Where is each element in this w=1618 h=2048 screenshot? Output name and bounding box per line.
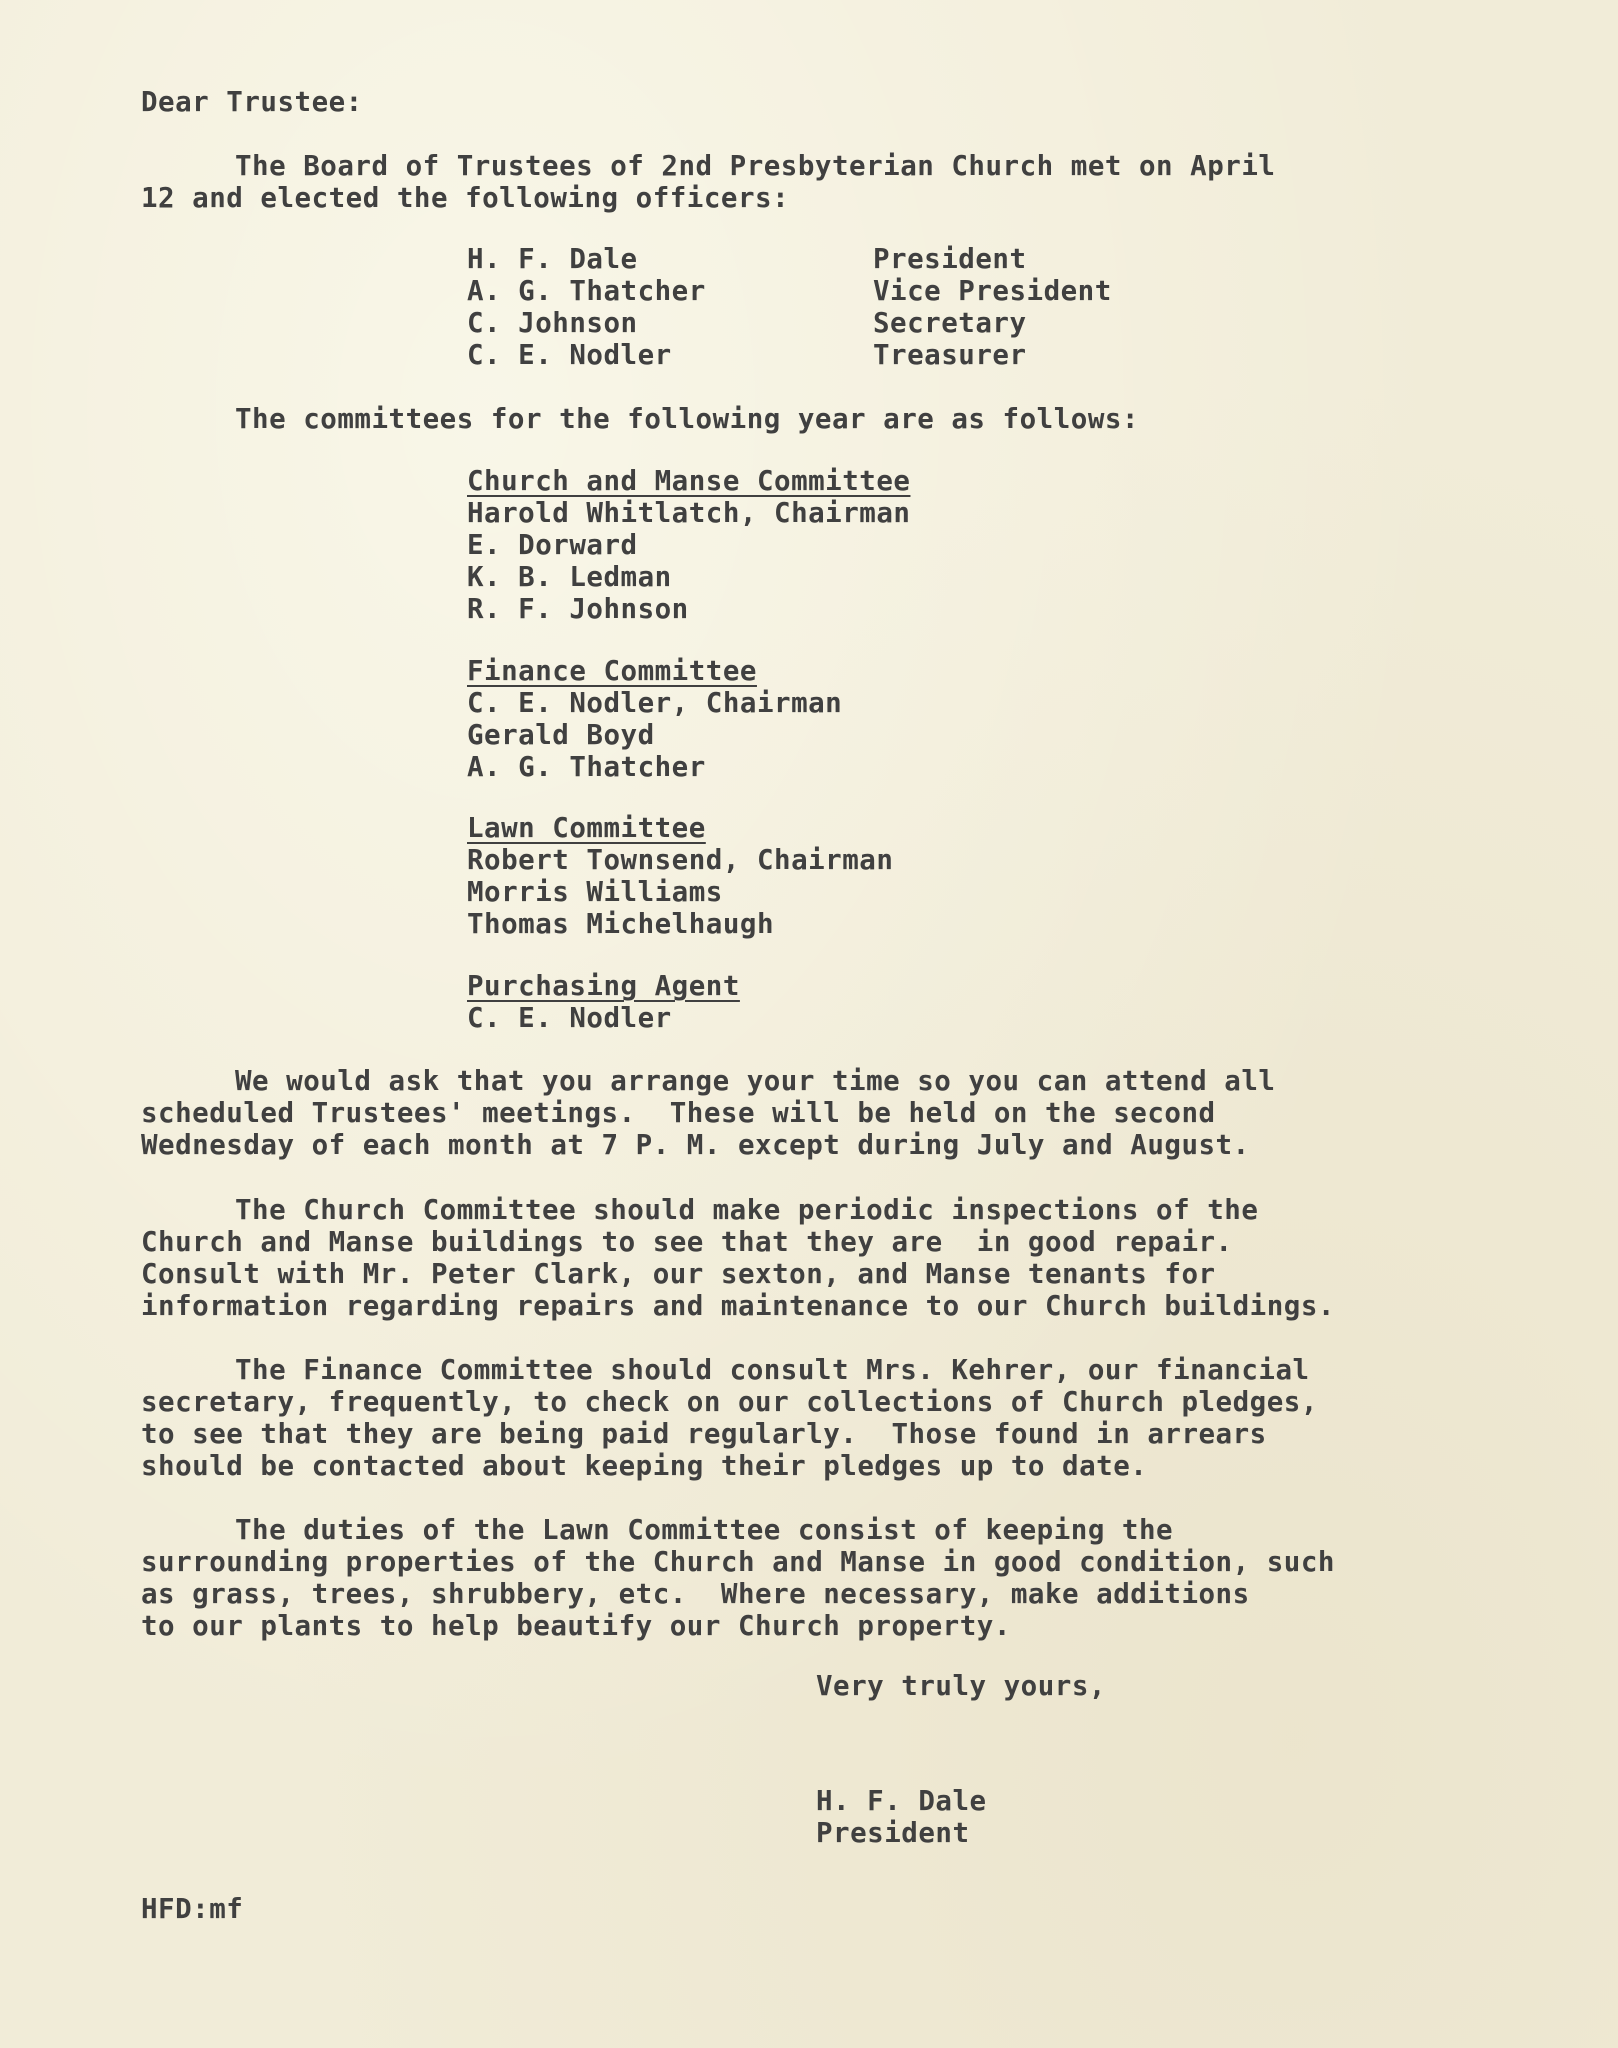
committee-member: R. F. Johnson	[467, 593, 689, 625]
committee-member: Thomas Michelhaugh	[467, 908, 775, 940]
officer-name: C. E. Nodler	[467, 339, 672, 371]
committee-heading: Church and Manse Committee	[467, 465, 911, 497]
officer-title: President	[873, 243, 1027, 275]
paragraph-line: The duties of the Lawn Committee consist of keeping the	[235, 1514, 1174, 1546]
officer-name: A. G. Thatcher	[467, 275, 706, 307]
paragraph-line: surrounding properties of the Church and Manse in good condition, such	[141, 1546, 1335, 1578]
committee-member: C. E. Nodler	[467, 1002, 672, 1034]
officer-name: H. F. Dale	[467, 243, 638, 275]
paragraph-line: Consult with Mr. Peter Clark, our sexton, and Manse tenants for	[141, 1258, 1216, 1290]
paragraph-line: Wednesday of each month at 7 P. M. except during July and August.	[141, 1129, 1250, 1161]
paragraph-line: We would ask that you arrange your time so you can attend all	[235, 1065, 1276, 1097]
signature-name: H. F. Dale	[816, 1785, 987, 1817]
committee-member: Robert Townsend, Chairman	[467, 844, 894, 876]
paragraph-line: secretary, frequently, to check on our collections of Church pledges,	[141, 1386, 1318, 1418]
signature-title: President	[816, 1817, 970, 1849]
salutation: Dear Trustee:	[141, 86, 363, 118]
officer-title: Secretary	[873, 307, 1027, 339]
committee-member: A. G. Thatcher	[467, 751, 706, 783]
paragraph-line: as grass, trees, shrubbery, etc. Where necessary, make additions	[141, 1578, 1250, 1610]
committee-member: K. B. Ledman	[467, 561, 672, 593]
officer-title: Treasurer	[873, 339, 1027, 371]
paragraph-line: should be contacted about keeping their pledges up to date.	[141, 1450, 1148, 1482]
paragraph-line: information regarding repairs and maintenance to our Church buildings.	[141, 1290, 1335, 1322]
committee-member: Gerald Boyd	[467, 719, 655, 751]
paragraph-line: Church and Manse buildings to see that they are in good repair.	[141, 1226, 1233, 1258]
paragraph-line: The Finance Committee should consult Mrs. Kehrer, our financial	[235, 1354, 1310, 1386]
committee-member: Morris Williams	[467, 876, 723, 908]
paragraph-line: scheduled Trustees' meetings. These will be held on the second	[141, 1097, 1216, 1129]
typist-initials: HFD:mf	[141, 1893, 244, 1925]
paragraph-line: to our plants to help beautify our Church property.	[141, 1610, 1011, 1642]
committee-member: Harold Whitlatch, Chairman	[467, 497, 911, 529]
paragraph-line: The Church Committee should make periodic inspections of the	[235, 1194, 1259, 1226]
committee-member: E. Dorward	[467, 529, 638, 561]
committees-intro: The committees for the following year are as follows:	[235, 403, 1139, 435]
committee-heading: Purchasing Agent	[467, 970, 740, 1002]
officer-title: Vice President	[873, 275, 1112, 307]
closing: Very truly yours,	[816, 1670, 1106, 1702]
committee-heading: Lawn Committee	[467, 812, 706, 844]
committee-member: C. E. Nodler, Chairman	[467, 687, 843, 719]
officer-name: C. Johnson	[467, 307, 638, 339]
intro-line-1: The Board of Trustees of 2nd Presbyterian Church met on April	[235, 150, 1276, 182]
committee-heading: Finance Committee	[467, 655, 757, 687]
intro-line-2: 12 and elected the following officers:	[141, 182, 790, 214]
paragraph-line: to see that they are being paid regularly. Those found in arrears	[141, 1418, 1267, 1450]
